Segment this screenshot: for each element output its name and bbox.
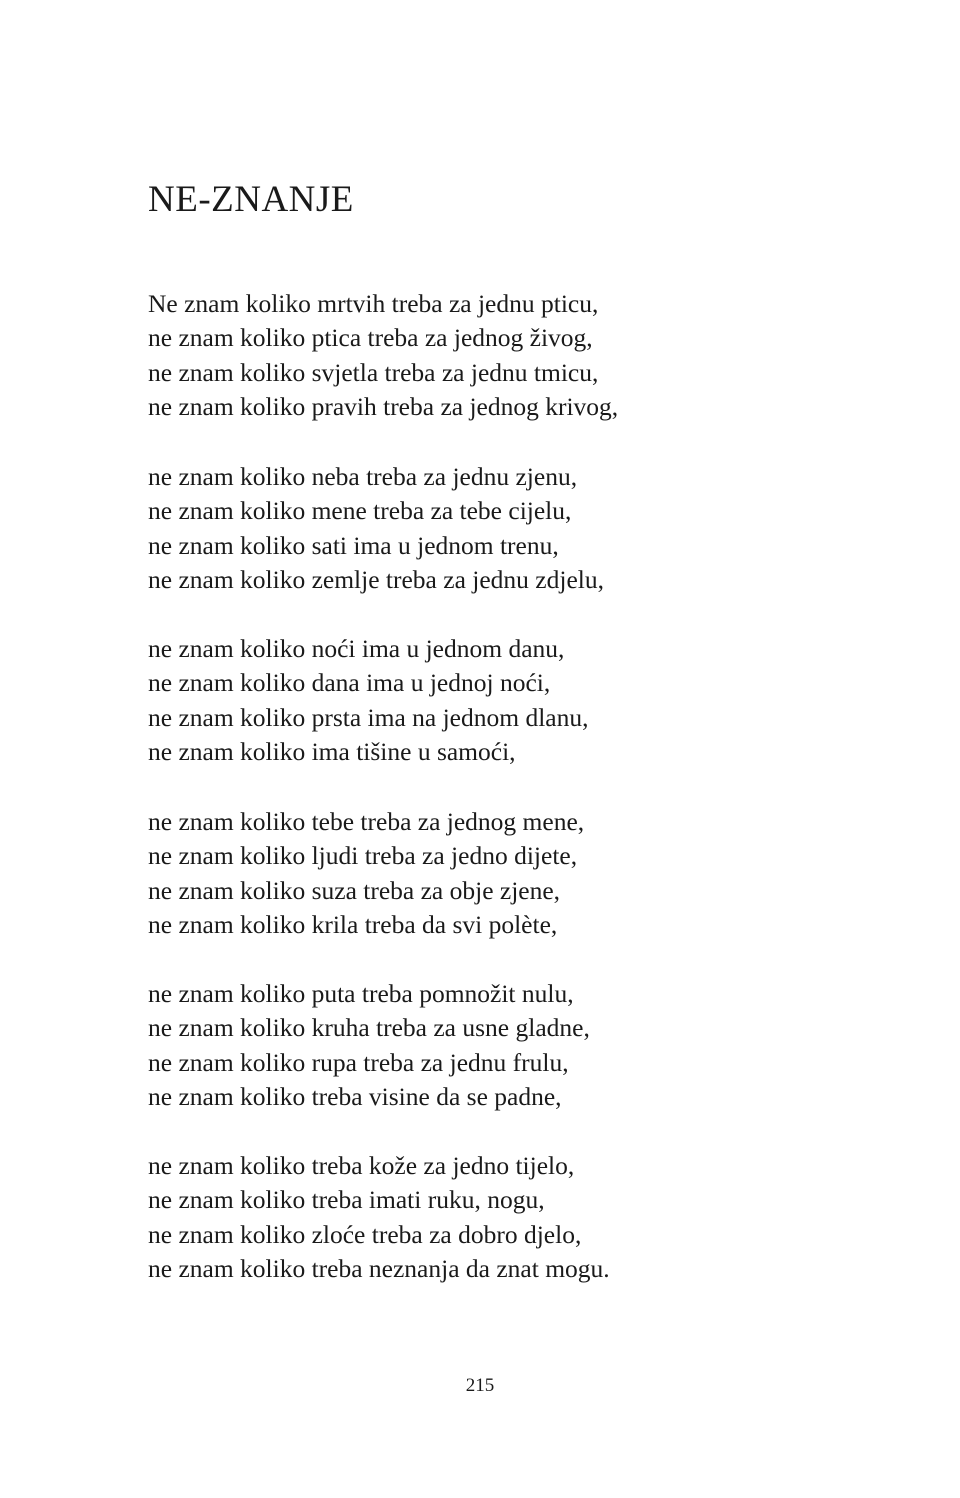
verse-line: ne znam koliko ima tišine u samoći, bbox=[148, 736, 516, 766]
stanza-3 bbox=[148, 632, 588, 769]
verse-line: ne znam koliko rupa treba za jednu frulu, bbox=[148, 1047, 569, 1077]
verse-line: ne znam koliko neba treba za jednu zjenu, bbox=[148, 462, 578, 491]
verse-line: ne znam koliko treba neznanja da znat mogu. bbox=[148, 1253, 610, 1283]
verse-line: ne znam koliko svjetla treba za jednu tmicu, bbox=[148, 357, 599, 387]
verse-line: ne znam koliko ljudi treba za jedno dijete, bbox=[148, 841, 578, 871]
verse-line: ne znam koliko noći ima u jednom danu, bbox=[148, 634, 565, 663]
verse-line: ne znam koliko sati ima u jednom trenu, bbox=[148, 530, 559, 560]
verse-line: ne znam koliko treba visine da se padne, bbox=[148, 1081, 562, 1111]
verse-line: ne znam koliko prsta ima na jednom dlanu, bbox=[148, 702, 589, 732]
verse-line: ne znam koliko krila treba da svi polète, bbox=[148, 909, 558, 939]
stanza-5 bbox=[148, 977, 590, 1114]
verse-line: ne znam koliko treba imati ruku, nogu, bbox=[148, 1185, 545, 1215]
page-number: 215 bbox=[465, 1375, 495, 1396]
verse-line: ne znam koliko mene treba za tebe cijelu, bbox=[148, 496, 572, 526]
verse-line: Ne znam koliko mrtvih treba za jednu pticu, bbox=[148, 289, 599, 318]
poem-title: NE-ZNANJE bbox=[148, 179, 354, 220]
verse-line: ne znam koliko tebe treba za jednog mene, bbox=[148, 807, 585, 836]
stanza-6 bbox=[148, 1149, 610, 1286]
verse-line: ne znam koliko zemlje treba za jednu zdjelu, bbox=[148, 564, 604, 594]
stanza-2 bbox=[148, 460, 604, 597]
stanza-1 bbox=[148, 287, 618, 424]
verse-line: ne znam koliko zloće treba za dobro djelo, bbox=[148, 1219, 582, 1249]
verse-line: ne znam koliko kruha treba za usne gladne, bbox=[148, 1013, 590, 1043]
verse-line: ne znam koliko puta treba pomnožit nulu, bbox=[148, 979, 574, 1008]
verse-line: ne znam koliko ptica treba za jednog živog, bbox=[148, 323, 593, 353]
verse-line: ne znam koliko treba kože za jedno tijelo, bbox=[148, 1151, 575, 1180]
stanza-4 bbox=[148, 805, 584, 942]
verse-line: ne znam koliko dana ima u jednoj noći, bbox=[148, 668, 551, 698]
verse-line: ne znam koliko suza treba za obje zjene, bbox=[148, 875, 561, 905]
verse-line: ne znam koliko pravih treba za jednog krivog, bbox=[148, 391, 619, 421]
